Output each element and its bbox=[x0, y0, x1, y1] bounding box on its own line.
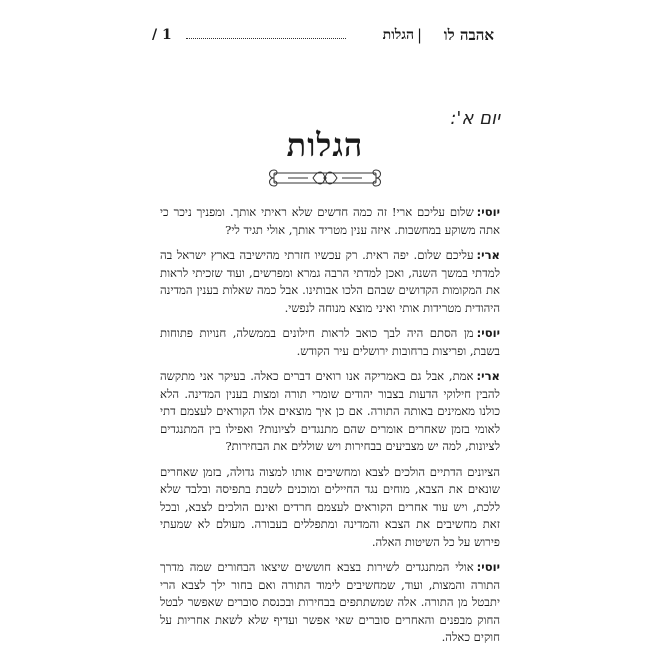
page-number: / 1 bbox=[152, 27, 172, 43]
dialogue-paragraph bbox=[160, 247, 500, 317]
book-title: אהבה לו bbox=[443, 26, 494, 44]
dialogue-paragraph bbox=[160, 204, 500, 239]
dialogue-body bbox=[160, 204, 500, 655]
decorative-flourish-icon bbox=[268, 166, 382, 190]
paragraph-text: אמת, אבל גם באמריקה אנו רואים דברים כאלה. בעיקר אני מתקשה להבין חילוקי הדעות בצבור יהודים שומרי תורה ומצות בענין המדינה. הלא כולנו מאמינים באותה התורה. אם כן איך מוצאים אלו הקוראים לעצמם דתי לאומי בזמן שאחרים אומרים שהם מתנגדים לציונות? ואפילו בין המתנגדים לציונות, למה יש מצביעים בבחירות ויש שוללים את הבחירות? bbox=[160, 369, 500, 453]
speaker-label: יוסי: bbox=[476, 560, 500, 574]
speaker-label: יוסי: bbox=[476, 205, 500, 219]
dialogue-paragraph bbox=[160, 559, 500, 647]
paragraph-text: עליכם שלום. יפה ראית. רק עכשיו חזרתי מהישיבה בארץ ישראל בה למדתי במשך השנה, ואכן למדתי הרבה גמרא ומפרשים, ועוד שזכיתי לראות את המקומות הקדושים שבהם הלכו אבותינו. אבל כמה שאלות בענין המדינה היהודית מטרידות אותי ואיני מוצא מנוחה לנפשי. bbox=[160, 248, 500, 315]
header-dot-leader bbox=[186, 38, 346, 39]
speaker-label: ארי: bbox=[476, 248, 500, 262]
paragraph-text: הציונים הדתיים הולכים לצבא ומחשיבים אותו למצוה גדולה, בזמן שאחרים שונאים את הצבא, מוחים נגד החיילים ומוכנים לשבת בתפיסה ובלבד שלא ללכת, ויש עוד אחרים הקוראים לעצמם חרדים ואינם הולכים לצבא, ובכל זאת מחשיבים את הצבא והמדינה ומתפללים בעבורה. מעולם לא שמעתי פירוש על כל השיטות האלה. bbox=[160, 464, 500, 549]
header-separator: | bbox=[416, 26, 422, 44]
paragraph-text: מן הסתם היה לבך כואב לראות חילונים בממשלה, חנויות פתוחות בשבת, ופריצות ברחובות ירושלים עיר הקודש. bbox=[160, 326, 500, 358]
day-label: יום א': bbox=[450, 108, 500, 129]
header-chapter: הגלות bbox=[382, 27, 414, 43]
dialogue-paragraph bbox=[160, 464, 500, 552]
running-header bbox=[152, 24, 494, 46]
chapter-title: הגלות bbox=[286, 126, 364, 164]
speaker-label: ארי: bbox=[476, 369, 500, 383]
dialogue-paragraph bbox=[160, 325, 500, 360]
dialogue-paragraph bbox=[160, 368, 500, 456]
paragraph-text: אולי המתנגדים לשירות בצבא חוששים שיצאו הבחורים שמה מדרך התורה והמצות, ועוד, שמחשיבים לימוד התורה ואם בחור ילך לצבא הרי יתבטל מן התורה. אלה שמשתתפים בבחירות ובכנסת סוברים שאפשר לבטל החוק מבפנים והאחרים סוברים שאי אפשר ועדיף שלא לשאת אחריות על חוקים כאלה. bbox=[160, 560, 500, 644]
speaker-label: יוסי: bbox=[476, 326, 500, 340]
paragraph-text: שלום עליכם ארי! זה כמה חדשים שלא ראיתי אותך. ומפניך ניכר כי אתה משוקע במחשבות. איזה ענין מטריד אותך, אולי תגיד לי? bbox=[160, 205, 500, 237]
